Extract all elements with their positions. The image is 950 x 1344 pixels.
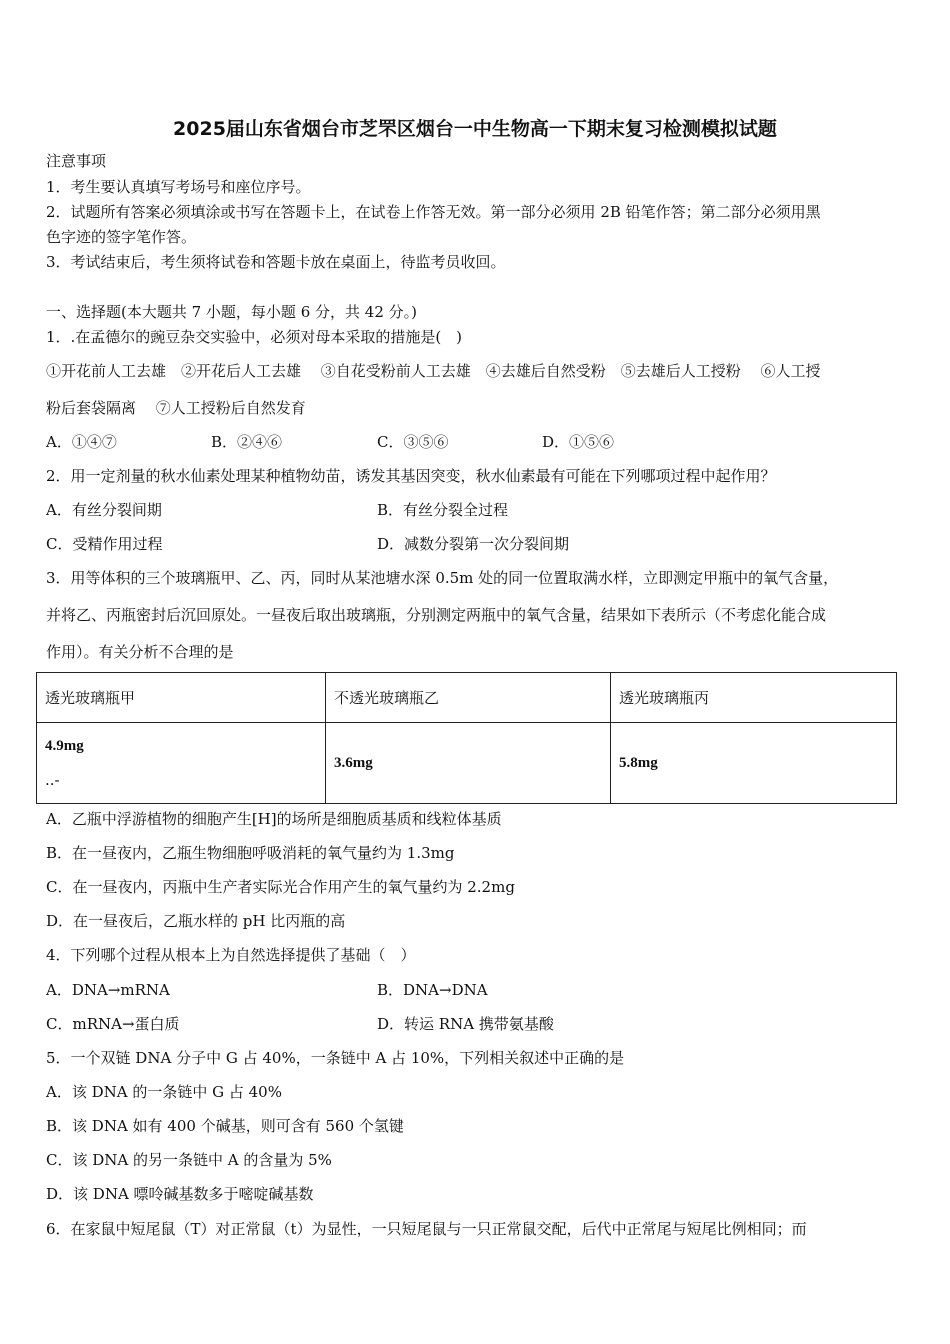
table-header-row bbox=[37, 673, 897, 723]
question-1-stem: 1．.在孟德尔的豌豆杂交实验中，必须对母本采取的措施是( ) bbox=[46, 328, 463, 346]
notice-item-2: 2．试题所有答案必须填涂或书写在答题卡上，在试卷上作答无效。第一部分必须用 2B 铅笔作答；第二部分必须用黑 bbox=[46, 203, 821, 221]
question-1-steps: ①开花前人工去雄 ②开花后人工去雄 ③自花受粉前人工去雄 ④去雄后自然受粉 ⑤去雄后人工授粉 ⑥人工授 bbox=[46, 362, 821, 380]
question-3-stem-line-2: 并将乙、丙瓶密封后沉回原处。一昼夜后取出玻璃瓶，分别测定两瓶中的氧气含量，结果如下表所示（不考虑化能合成 bbox=[46, 606, 827, 624]
question-2-option-b[interactable]: B．有丝分裂全过程 bbox=[377, 501, 509, 519]
table-cell bbox=[37, 723, 326, 804]
oxygen-data-table bbox=[36, 672, 897, 804]
question-1-option-d[interactable]: D．①⑤⑥ bbox=[542, 433, 615, 451]
question-5-option-d[interactable]: D．该 DNA 嘌呤碱基数多于嘧啶碱基数 bbox=[46, 1185, 314, 1203]
question-4-option-a[interactable]: A．DNA→mRNA bbox=[46, 981, 170, 999]
question-3-option-c[interactable]: C．在一昼夜内，丙瓶中生产者实际光合作用产生的氧气量约为 2.2mg bbox=[46, 878, 515, 896]
question-3-stem-line-3: 作用）。有关分析不合理的是 bbox=[46, 643, 234, 661]
question-4-option-c[interactable]: C．mRNA→蛋白质 bbox=[46, 1015, 180, 1033]
question-2-option-d[interactable]: D．减数分裂第一次分裂间期 bbox=[377, 535, 570, 553]
question-5-option-b[interactable]: B．该 DNA 如有 400 个碱基，则可含有 560 个氢键 bbox=[46, 1117, 404, 1135]
notice-item-1: 1．考生要认真填写考场号和座位序号。 bbox=[46, 178, 311, 196]
table-header-cell: 透光玻璃瓶甲 bbox=[37, 673, 326, 723]
section-heading: 一、选择题(本大题共 7 小题，每小题 6 分，共 42 分。) bbox=[46, 303, 417, 321]
question-3-option-b[interactable]: B．在一昼夜内，乙瓶生物细胞呼吸消耗的氧气量约为 1.3mg bbox=[46, 844, 455, 862]
table-cell-mark: ..- bbox=[45, 771, 60, 789]
question-2-stem: 2．用一定剂量的秋水仙素处理某种植物幼苗，诱发其基因突变，秋水仙素最有可能在下列哪项过程中起作用？ bbox=[46, 467, 776, 485]
notice-item-3: 3．考试结束后，考生须将试卷和答题卡放在桌面上，待监考员收回。 bbox=[46, 253, 506, 271]
question-1-option-a[interactable]: A．①④⑦ bbox=[46, 433, 117, 451]
question-4-option-b[interactable]: B．DNA→DNA bbox=[377, 981, 488, 999]
question-1-steps-cont: 粉后套袋隔离 ⑦人工授粉后自然发育 bbox=[46, 399, 306, 417]
table-value: 5.8mg bbox=[611, 723, 897, 804]
question-4-option-d[interactable]: D．转运 RNA 携带氨基酸 bbox=[377, 1015, 554, 1033]
question-1-option-c[interactable]: C．③⑤⑥ bbox=[377, 433, 449, 451]
table-value: 3.6mg bbox=[326, 723, 611, 804]
question-3-option-a[interactable]: A．乙瓶中浮游植物的细胞产生[H]的场所是细胞质基质和线粒体基质 bbox=[46, 810, 502, 828]
question-5-option-c[interactable]: C．该 DNA 的另一条链中 A 的含量为 5% bbox=[46, 1151, 332, 1169]
notice-heading: 注意事项 bbox=[46, 152, 107, 170]
table-header-cell: 透光玻璃瓶丙 bbox=[611, 673, 897, 723]
page-title: 2025届山东省烟台市芝罘区烟台一中生物高一下期末复习检测模拟试题 bbox=[173, 118, 777, 140]
notice-item-2-cont: 色字迹的签字笔作答。 bbox=[46, 228, 197, 246]
question-5-stem: 5．一个双链 DNA 分子中 G 占 40%，一条链中 A 占 10%，下列相关叙述中正确的是 bbox=[46, 1049, 625, 1067]
question-5-option-a[interactable]: A．该 DNA 的一条链中 G 占 40% bbox=[46, 1083, 282, 1101]
table-row bbox=[37, 723, 897, 804]
question-2-option-c[interactable]: C．受精作用过程 bbox=[46, 535, 163, 553]
question-1-option-b[interactable]: B．②④⑥ bbox=[211, 433, 283, 451]
question-3-stem-line-1: 3．用等体积的三个玻璃瓶甲、乙、丙，同时从某池塘水深 0.5m 处的同一位置取满水样，立即测定甲瓶中的氧气含量， bbox=[46, 569, 839, 587]
question-4-stem: 4．下列哪个过程从根本上为自然选择提供了基础（ ） bbox=[46, 946, 416, 964]
question-3-option-d[interactable]: D．在一昼夜后，乙瓶水样的 pH 比丙瓶的高 bbox=[46, 912, 346, 930]
question-6-stem: 6．在家鼠中短尾鼠（T）对正常鼠（t）为显性，一只短尾鼠与一只正常鼠交配，后代中正常尾与短尾比例相同；而 bbox=[46, 1220, 807, 1238]
question-2-option-a[interactable]: A．有丝分裂间期 bbox=[46, 501, 162, 519]
table-header-cell: 不透光玻璃瓶乙 bbox=[326, 673, 611, 723]
table-value: 4.9mg bbox=[45, 738, 84, 754]
